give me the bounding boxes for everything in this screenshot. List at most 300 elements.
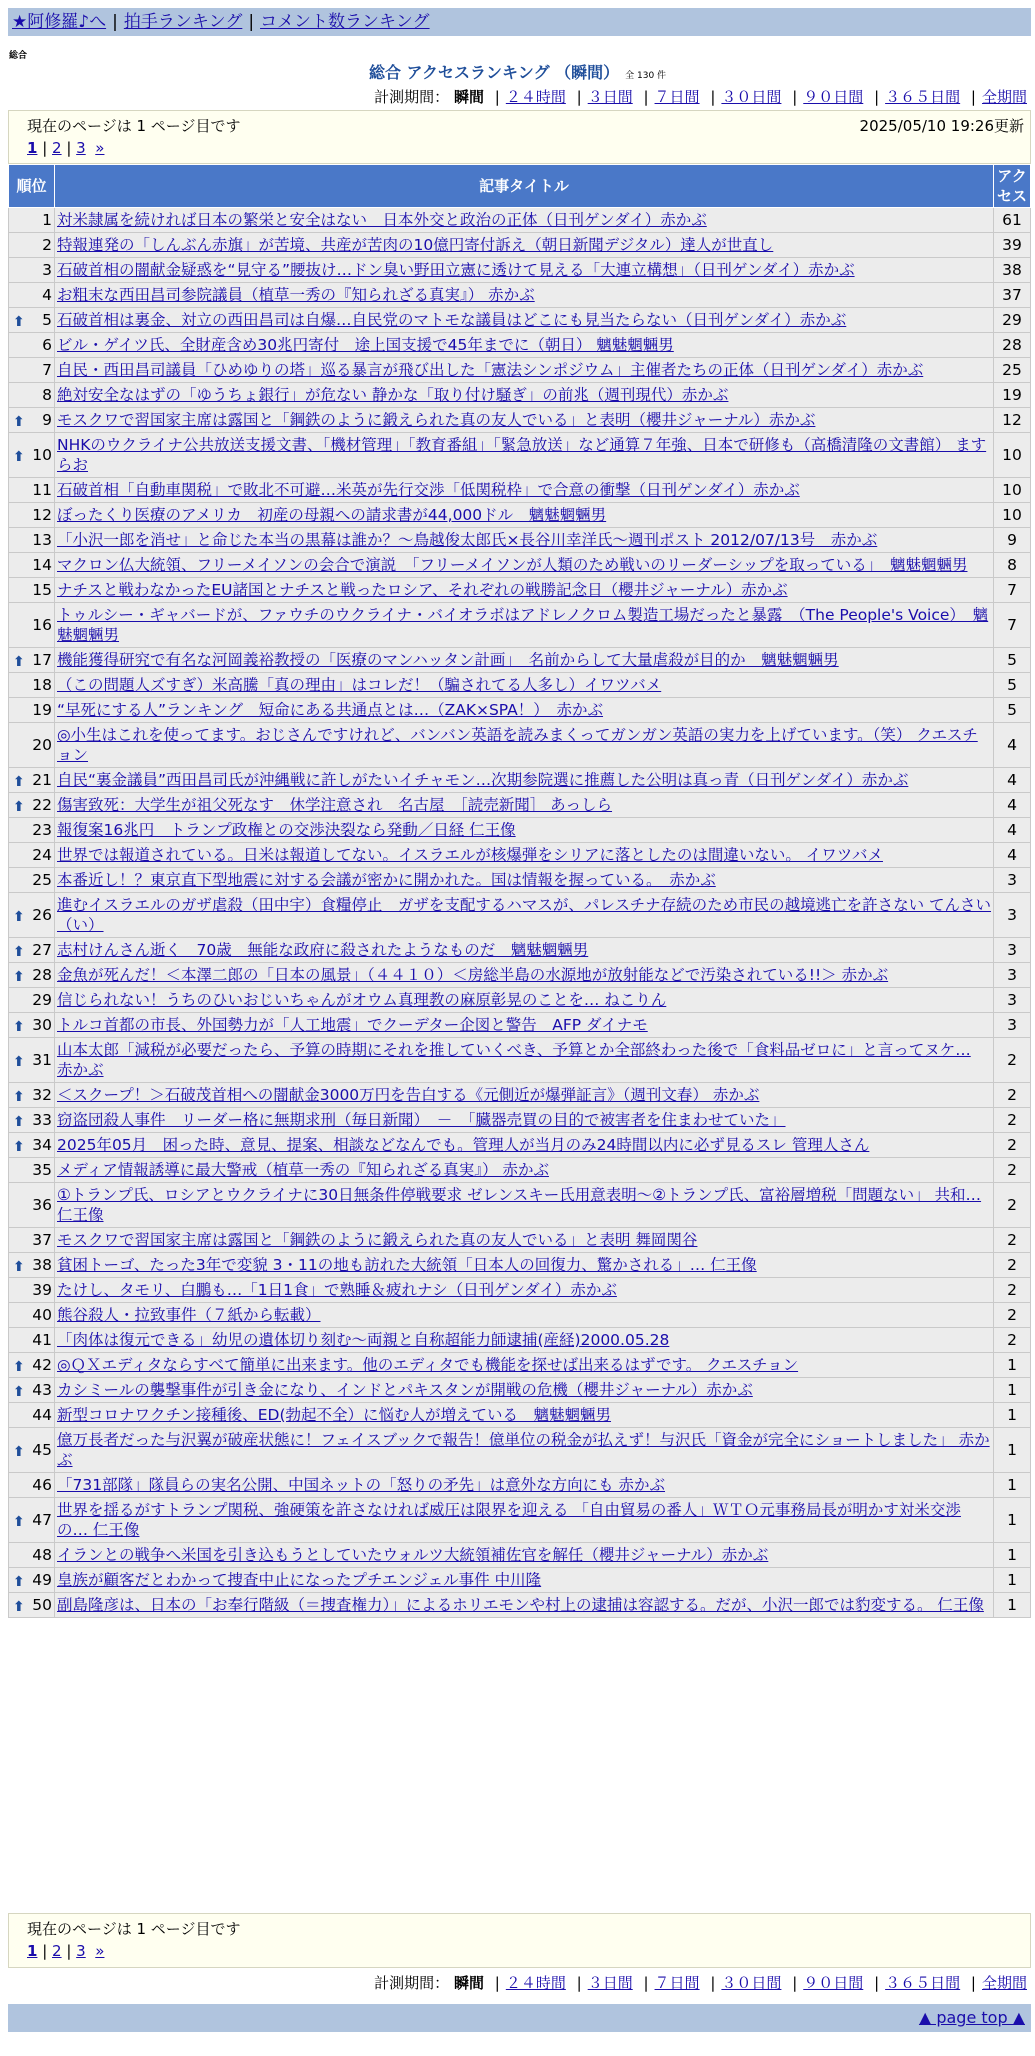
rank-number: 26 <box>32 906 52 924</box>
rank-cell <box>9 1083 55 1108</box>
rank-number: 18 <box>32 676 52 694</box>
nav-link-applause-ranking[interactable]: 拍手ランキング <box>123 12 243 32</box>
access-count: 7 <box>994 578 1031 603</box>
nav-separator: | <box>248 12 255 32</box>
rank-up-arrow-icon: ⬆ <box>13 1259 25 1275</box>
rank-cell <box>9 1158 55 1183</box>
access-count: 2 <box>994 1108 1031 1133</box>
rank-up-arrow-icon: ⬆ <box>13 1114 25 1130</box>
title-cell <box>55 723 994 768</box>
article-title-link[interactable]: お粗末な西田昌司参院議員（植草一秀の『知られざる真実』） 赤かぶ <box>57 286 535 304</box>
access-count: 2 <box>994 1083 1031 1108</box>
table-row <box>9 963 1031 988</box>
access-count: 2 <box>994 1228 1031 1253</box>
page-link-1[interactable]: 1 <box>27 139 38 157</box>
header-access: アクセス <box>994 165 1031 208</box>
rank-cell <box>9 1403 55 1428</box>
footer-bar <box>8 2004 1031 2032</box>
table-row <box>9 578 1031 603</box>
article-title-link[interactable]: 山本太郎「減税が必要だったら、予算の時期にそれを推していくべき、予算とか全部終わった後で「食料品ゼロに」と言ってヌケ… 赤かぶ <box>57 1041 971 1079</box>
table-row <box>9 208 1031 233</box>
rank-up-arrow-icon: ⬆ <box>13 414 25 430</box>
article-title-link[interactable]: “早死にする人”ランキング 短命にある共通点とは…（ZAK×SPA！） 赤かぶ <box>57 701 604 719</box>
rank-up-arrow-icon: ⬆ <box>13 944 25 960</box>
ranking-table <box>8 164 1031 1618</box>
table-row <box>9 603 1031 648</box>
title-cell <box>55 503 994 528</box>
access-count: 2 <box>994 1133 1031 1158</box>
title-cell <box>55 1278 994 1303</box>
page-link-2[interactable]: 2 <box>52 139 62 157</box>
rank-cell <box>9 1038 55 1083</box>
access-count: 3 <box>994 893 1031 938</box>
title-cell <box>55 1133 994 1158</box>
access-count: 4 <box>994 818 1031 843</box>
rank-number: 3 <box>42 261 52 279</box>
access-count: 1 <box>994 1428 1031 1473</box>
rank-number: 27 <box>32 941 52 959</box>
article-title-link[interactable]: 億万長者だった与沢翼が破産状態に！フェイスブックで報告！億単位の税金が払えず！与沢氏「資金が完全にショートしました」 赤かぶ <box>57 1431 990 1469</box>
rank-up-arrow-icon: ⬆ <box>13 1019 25 1035</box>
article-title-link[interactable]: 世界では報道されている。日米は報道してない。イスラエルが核爆弾をシリアに落としたのは間違いない。 イワツバメ <box>57 846 883 864</box>
rank-cell <box>9 868 55 893</box>
rank-cell <box>9 233 55 258</box>
article-title-link[interactable]: モスクワで習国家主席は露国と「鋼鉄のように鍛えられた真の友人でいる」と表明（櫻井ジャーナル）赤かぶ <box>57 411 816 429</box>
table-row <box>9 1228 1031 1253</box>
table-row <box>9 433 1031 478</box>
access-count: 1 <box>994 1568 1031 1593</box>
page-link-2-bottom[interactable]: 2 <box>52 1942 62 1960</box>
title-cell <box>55 578 994 603</box>
article-title-link[interactable]: 貧困トーゴ、たった3年で変貌 3・11の地も訪れた大統領「日本人の回復力、驚かされる」… 仁王像 <box>57 1256 757 1274</box>
title-cell <box>55 1498 994 1543</box>
article-title-link[interactable]: 報復案16兆円 トランプ政権との交渉決裂なら発動／日経 仁王像 <box>57 821 516 839</box>
title-cell <box>55 283 994 308</box>
rank-cell <box>9 1498 55 1543</box>
period-link-7d[interactable]: ７日間 <box>654 88 700 106</box>
rank-number: 5 <box>42 311 52 329</box>
rank-number: 35 <box>32 1161 52 1179</box>
rank-cell <box>9 938 55 963</box>
title-cell <box>55 1108 994 1133</box>
table-row <box>9 1253 1031 1278</box>
table-row <box>9 868 1031 893</box>
article-title-link[interactable]: 石破首相「自動車関税」で敗北不可避…米英が先行交渉「低関税枠」で合意の衝撃（日刊ゲンダイ）赤かぶ <box>57 481 800 499</box>
article-title-link[interactable]: 新型コロナワクチン接種後、ED(勃起不全）に悩む人が増えている 魑魅魍魎男 <box>57 1406 612 1424</box>
table-row <box>9 1428 1031 1473</box>
table-row <box>9 1133 1031 1158</box>
rank-cell <box>9 818 55 843</box>
rank-cell <box>9 988 55 1013</box>
rank-cell <box>9 1428 55 1473</box>
article-title-link[interactable]: ぼったくり医療のアメリカ 初産の母親への請求書が44,000ドル 魑魅魍魎男 <box>57 506 607 524</box>
access-count: 4 <box>994 768 1031 793</box>
article-title-link[interactable]: 石破首相は裏金、対立の西田昌司は自爆…自民党のマトモな議員はどこにも見当たらない（日刊ゲンダイ）赤かぶ <box>57 311 847 329</box>
nav-link-comment-ranking[interactable]: コメント数ランキング <box>260 12 430 32</box>
title-cell <box>55 383 994 408</box>
rank-number: 12 <box>32 506 52 524</box>
table-row <box>9 843 1031 868</box>
article-title-link[interactable]: 「肉体は復元できる」幼児の遺体切り刻む～両親と自称超能力師逮捕(産経)2000.05.28 <box>57 1331 670 1349</box>
page-link-3-bottom[interactable]: 3 <box>76 1942 86 1960</box>
table-row <box>9 1278 1031 1303</box>
title-cell <box>55 1183 994 1228</box>
rank-number: 28 <box>32 966 52 984</box>
article-title-link[interactable]: 皇族が顧客だとわかって捜査中止になったプチエンジェル事件 中川隆 <box>57 1571 542 1589</box>
article-title-link[interactable]: ◎ＱＸエディタならすべて簡単に出来ます。他のエディタでも機能を探せば出来るはずです。 クエスチョン <box>57 1356 799 1374</box>
rank-number: 17 <box>32 651 52 669</box>
total-count: 全 130 件 <box>625 71 667 81</box>
article-title-link[interactable]: イランとの戦争へ米国を引き込もうとしていたウォルツ大統領補佐官を解任（櫻井ジャーナル）赤かぶ <box>57 1546 769 1564</box>
period-label-bottom: 計測期間： <box>374 1974 450 1992</box>
rank-number: 34 <box>32 1136 52 1154</box>
title-cell <box>55 1378 994 1403</box>
rank-up-arrow-icon: ⬆ <box>13 1054 25 1070</box>
access-count: 2 <box>994 1278 1031 1303</box>
period-link-3d[interactable]: ３日間 <box>587 88 633 106</box>
page-link-next[interactable]: » <box>95 139 105 157</box>
rank-cell <box>9 1473 55 1498</box>
table-row <box>9 383 1031 408</box>
table-row <box>9 308 1031 333</box>
table-row <box>9 723 1031 768</box>
rank-number: 2 <box>42 236 52 254</box>
rank-cell <box>9 1303 55 1328</box>
rank-cell <box>9 578 55 603</box>
title-cell <box>55 433 994 478</box>
article-title-link[interactable]: （この問題人ズすぎ）米高騰「真の理由」はコレだ！（騙されてる人多し）イワツバメ <box>57 676 662 694</box>
table-row <box>9 553 1031 578</box>
pager-status: 現在のページは 1 ページ目です <box>27 117 241 135</box>
article-title-link[interactable]: 対米隷属を続ければ日本の繁栄と安全はない 日本外交と政治の正体（日刊ゲンダイ）赤かぶ <box>57 211 707 229</box>
rank-up-arrow-icon: ⬆ <box>13 1089 25 1105</box>
access-count: 1 <box>994 1473 1031 1498</box>
rank-cell <box>9 433 55 478</box>
table-row <box>9 1378 1031 1403</box>
nav-link-home[interactable]: ★阿修羅♪へ <box>12 12 107 32</box>
title-cell <box>55 1543 994 1568</box>
article-title-link[interactable]: 機能獲得研究で有名な河岡義裕教授の「医療のマンハッタン計画」 名前からして大量虐殺が目的か 魑魅魍魎男 <box>57 651 839 669</box>
access-count: 2 <box>994 1158 1031 1183</box>
title-cell <box>55 333 994 358</box>
article-title-link[interactable]: ①トランプ氏、ロシアとウクライナに30日無条件停戦要求 ゼレンスキー氏用意表明～②トランプ氏、富裕層増税「問題ない」 共和… 仁王像 <box>57 1186 982 1224</box>
table-row <box>9 648 1031 673</box>
access-count: 12 <box>994 408 1031 433</box>
title-cell <box>55 1083 994 1108</box>
period-label: 計測期間： <box>374 88 450 106</box>
period-link-365d-bottom[interactable]: ３６５日間 <box>885 1974 961 1992</box>
rank-number: 9 <box>42 411 52 429</box>
rank-cell <box>9 603 55 648</box>
table-row <box>9 793 1031 818</box>
article-title-link[interactable]: 「小沢一郎を消せ」と命じた本当の黒幕は誰か？～鳥越俊太郎氏×長谷川幸洋氏～週刊ポスト 2012/07/13号 赤かぶ <box>57 531 878 549</box>
table-row <box>9 988 1031 1013</box>
rank-number: 25 <box>32 871 52 889</box>
table-row <box>9 1013 1031 1038</box>
rank-number: 41 <box>32 1331 52 1349</box>
rank-cell <box>9 283 55 308</box>
access-count: 37 <box>994 283 1031 308</box>
article-title-link[interactable]: ビル・ゲイツ氏、全財産含め30兆円寄付 途上国支援で45年までに（朝日） 魑魅魍魎男 <box>57 336 674 354</box>
rank-cell <box>9 1568 55 1593</box>
table-row <box>9 1593 1031 1618</box>
article-title-link[interactable]: 石破首相の闇献金疑惑を“見守る”腰抜け…ドン臭い野田立憲に透けて見える「大連立構想」（日刊ゲンダイ）赤かぶ <box>57 261 855 279</box>
rank-number: 40 <box>32 1306 52 1324</box>
page-link-1-bottom[interactable]: 1 <box>27 1942 38 1960</box>
article-title-link[interactable]: 金魚が死んだ！＜本澤二郎の「日本の風景」（４４１０）＜房総半島の水源地が放射能などで汚染されている!!＞ 赤かぶ <box>57 966 889 984</box>
access-count: 5 <box>994 698 1031 723</box>
article-title-link[interactable]: マクロン仏大統領、フリーメイソンの会合で演説 「フリーメイソンが人類のため戦いのリーダーシップを取っている」 魑魅魍魎男 <box>57 556 968 574</box>
table-row <box>9 283 1031 308</box>
title-cell <box>55 208 994 233</box>
category-label: 総合 <box>9 51 28 61</box>
title-cell <box>55 1403 994 1428</box>
article-title-link[interactable]: トゥルシー・ギャバードが、ファウチのウクライナ・バイオラボはアドレノクロム製造工場だったと暴露 （The People's Voice） 魑魅魍魎男 <box>57 606 989 644</box>
rank-number: 8 <box>42 386 52 404</box>
title-cell <box>55 308 994 333</box>
access-count: 39 <box>994 233 1031 258</box>
rank-up-arrow-icon: ⬆ <box>13 1139 25 1155</box>
rank-up-arrow-icon: ⬆ <box>13 1599 25 1615</box>
rank-cell <box>9 698 55 723</box>
table-row <box>9 1108 1031 1133</box>
table-row <box>9 1328 1031 1353</box>
rank-up-arrow-icon: ⬆ <box>13 799 25 815</box>
article-title-link[interactable]: 窃盗団殺人事件 リーダー格に無期求刑（毎日新聞） － 「臓器売買の目的で被害者を住まわせていた」 <box>57 1111 786 1129</box>
title-cell <box>55 1158 994 1183</box>
table-row <box>9 1473 1031 1498</box>
rank-up-arrow-icon: ⬆ <box>13 314 25 330</box>
rank-up-arrow-icon: ⬆ <box>13 774 25 790</box>
title-cell <box>55 1568 994 1593</box>
table-row <box>9 818 1031 843</box>
table-row <box>9 408 1031 433</box>
article-title-link[interactable]: ◎小生はこれを使ってます。おじさんですけれど、バンバン英語を読みまくってガンガン英語の実力を上げています。（笑） クエスチョン <box>57 726 978 764</box>
access-count: 3 <box>994 963 1031 988</box>
title-cell <box>55 233 994 258</box>
title-cell <box>55 1013 994 1038</box>
period-link-all-bottom[interactable]: 全期間 <box>981 1974 1027 1992</box>
pager-links-bottom: 1 | 2 | 3 » <box>27 1942 105 1960</box>
pager-links: 1 | 2 | 3 » <box>27 139 105 157</box>
rank-cell <box>9 843 55 868</box>
title-cell <box>55 1473 994 1498</box>
title-cell <box>55 893 994 938</box>
period-link-7d-bottom[interactable]: ７日間 <box>654 1974 700 1992</box>
rank-number: 24 <box>32 846 52 864</box>
access-count: 2 <box>994 1183 1031 1228</box>
period-selector: 計測期間： 瞬間 | ２４時間 | ３日間 | ７日間 | ３０日間 | ９０日間 | ３６５日間 | 全期間 <box>374 88 1027 106</box>
access-count: 10 <box>994 503 1031 528</box>
title-cell <box>55 1038 994 1083</box>
title-cell <box>55 478 994 503</box>
rank-cell <box>9 1183 55 1228</box>
article-title-link[interactable]: 自民“裏金議員”西田昌司氏が沖縄戦に許しがたいイチャモン…次期参院選に推薦した公明は真っ青（日刊ゲンダイ）赤かぶ <box>57 771 909 789</box>
rank-cell <box>9 333 55 358</box>
rank-number: 7 <box>42 361 52 379</box>
table-header-row <box>9 165 1031 208</box>
article-title-link[interactable]: 「731部隊」隊員らの実名公開、中国ネットの「怒りの矛先」は意外な方向にも 赤かぶ <box>57 1476 666 1494</box>
article-title-link[interactable]: 進むイスラエルのガザ虐殺（田中宇）食糧停止 ガザを支配するハマスが、パレスチナ存続のため市民の越境逃亡を許さない てんさい（い） <box>57 896 992 934</box>
article-title-link[interactable]: カシミールの襲撃事件が引き金になり、インドとパキスタンが開戦の危機（櫻井ジャーナル）赤かぶ <box>57 1381 753 1399</box>
period-selector-bottom: 計測期間： 瞬間 | ２４時間 | ３日間 | ７日間 | ３０日間 | ９０日間 | ３６５日間 | 全期間 <box>374 1974 1027 1992</box>
rank-up-arrow-icon: ⬆ <box>13 1384 25 1400</box>
article-title-link[interactable]: メディア情報誘導に最大警戒（植草一秀の『知られざる真実』） 赤かぶ <box>57 1161 549 1179</box>
article-title-link[interactable]: 本番近し！？東京直下型地震に対する会議が密かに開かれた。国は情報を握っている。 赤かぶ <box>57 871 716 889</box>
article-title-link[interactable]: 自民・西田昌司議員「ひめゆりの塔」巡る暴言が飛び出した「憲法シンポジウム」主催者たちの正体（日刊ゲンダイ）赤かぶ <box>57 361 924 379</box>
rank-number: 33 <box>32 1111 52 1129</box>
access-count: 28 <box>994 333 1031 358</box>
period-link-all[interactable]: 全期間 <box>981 88 1027 106</box>
rank-number: 14 <box>32 556 52 574</box>
rank-number: 45 <box>32 1441 52 1459</box>
table-row <box>9 1498 1031 1543</box>
rank-number: 48 <box>32 1546 52 1564</box>
title-cell <box>55 358 994 383</box>
title-cell <box>55 258 994 283</box>
access-count: 10 <box>994 478 1031 503</box>
rank-number: 50 <box>32 1596 52 1614</box>
article-title-link[interactable]: 特報連発の「しんぶん赤旗」が苦境、共産が苦肉の10億円寄付訴え（朝日新聞デジタル）達人が世直し <box>57 236 774 254</box>
article-title-link[interactable]: 絶対安全なはずの「ゆうちょ銀行」が危ない 静かな「取り付け騒ぎ」の前兆（週刊現代）赤かぶ <box>57 386 729 404</box>
period-link-24h-bottom[interactable]: ２４時間 <box>505 1974 566 1992</box>
rank-cell <box>9 553 55 578</box>
rank-number: 10 <box>32 446 52 464</box>
period-link-365d[interactable]: ３６５日間 <box>885 88 961 106</box>
rank-up-arrow-icon: ⬆ <box>13 1444 25 1460</box>
table-row <box>9 503 1031 528</box>
rank-number: 15 <box>32 581 52 599</box>
rank-cell <box>9 1228 55 1253</box>
table-row <box>9 1353 1031 1378</box>
rank-cell <box>9 1108 55 1133</box>
rank-up-arrow-icon: ⬆ <box>13 449 25 465</box>
rank-number: 11 <box>32 481 52 499</box>
article-title-link[interactable]: たけし、タモリ、白鵬も…「1日1食」で熟睡＆疲れナシ（日刊ゲンダイ）赤かぶ <box>57 1281 617 1299</box>
rank-cell <box>9 793 55 818</box>
access-count: 1 <box>994 1593 1031 1618</box>
title-cell <box>55 528 994 553</box>
access-count: 25 <box>994 358 1031 383</box>
title-cell <box>55 963 994 988</box>
article-title-link[interactable]: 傷害致死：大学生が祖父死なす 休学注意され 名古屋 ［読売新聞］ あっしら <box>57 796 613 814</box>
table-row <box>9 768 1031 793</box>
title-cell <box>55 1253 994 1278</box>
table-row <box>9 938 1031 963</box>
article-title-link[interactable]: 志村けんさん逝く 70歳 無能な政府に殺されたようなものだ 魑魅魍魎男 <box>57 941 589 959</box>
period-link-30d[interactable]: ３０日間 <box>721 88 782 106</box>
rank-cell <box>9 1133 55 1158</box>
table-row <box>9 333 1031 358</box>
access-count: 10 <box>994 433 1031 478</box>
rank-cell <box>9 673 55 698</box>
article-title-link[interactable]: ＜スクープ！＞石破茂首相への闇献金3000万円を告白する《元側近が爆弾証言》（週刊文春） 赤かぶ <box>57 1086 760 1104</box>
article-title-link[interactable]: 世界を揺るがすトランプ関税、強硬策を許さなければ威圧は限界を迎える 「自由貿易の番人」ＷＴＯ元事務局長が明かす対米交渉の… 仁王像 <box>57 1501 961 1539</box>
table-row <box>9 1158 1031 1183</box>
access-count: 3 <box>994 868 1031 893</box>
period-link-30d-bottom[interactable]: ３０日間 <box>721 1974 782 1992</box>
rank-number: 30 <box>32 1016 52 1034</box>
access-count: 3 <box>994 988 1031 1013</box>
title-cell <box>55 938 994 963</box>
article-title-link[interactable]: ナチスと戦わなかったEU諸国とナチスと戦ったロシア、それぞれの戦勝記念日（櫻井ジャーナル）赤かぶ <box>57 581 788 599</box>
rank-cell <box>9 383 55 408</box>
nav-separator: | <box>112 12 118 32</box>
rank-number: 37 <box>32 1231 52 1249</box>
rank-cell <box>9 648 55 673</box>
title-cell <box>55 648 994 673</box>
article-title-link[interactable]: 信じられない！うちのひいおじいちゃんがオウム真理教の麻原彰晃のことを… ねこりん <box>57 991 667 1009</box>
title-cell <box>55 988 994 1013</box>
title-cell <box>55 1303 994 1328</box>
rank-number: 22 <box>32 796 52 814</box>
title-cell <box>55 868 994 893</box>
period-link-24h[interactable]: ２４時間 <box>505 88 566 106</box>
access-count: 5 <box>994 673 1031 698</box>
title-cell <box>55 1428 994 1473</box>
article-title-link[interactable]: 副島隆彦は、日本の「お奉行階級（＝捜査権力）」によるホリエモンや村上の逮捕は容認する。だが、小沢一郎では豹変する。 仁王像 <box>57 1596 984 1614</box>
access-count: 2 <box>994 1038 1031 1083</box>
access-count: 4 <box>994 723 1031 768</box>
table-row <box>9 1038 1031 1083</box>
rank-number: 6 <box>42 336 52 354</box>
table-row <box>9 258 1031 283</box>
access-count: 2 <box>994 1253 1031 1278</box>
article-title-link[interactable]: トルコ首都の市長、外国勢力が「人工地震」でクーデター企図と警告 AFP ダイナモ <box>57 1016 648 1034</box>
table-row <box>9 528 1031 553</box>
title-cell <box>55 1228 994 1253</box>
rank-up-arrow-icon: ⬆ <box>13 969 25 985</box>
article-title-link[interactable]: 熊谷殺人・拉致事件（７紙から転載） <box>57 1306 321 1324</box>
rank-cell <box>9 1328 55 1353</box>
access-count: 3 <box>994 1013 1031 1038</box>
table-row <box>9 673 1031 698</box>
page-link-next-bottom[interactable]: » <box>95 1942 105 1960</box>
access-count: 38 <box>994 258 1031 283</box>
article-title-link[interactable]: NHKのウクライナ公共放送支援文書、「機材管理」「教育番組」「緊急放送」など通算７年強、日本で研修も（高橋清隆の文書館） ますらお <box>57 436 987 474</box>
period-link-90d-bottom[interactable]: ９０日間 <box>803 1974 864 1992</box>
article-title-link[interactable]: 2025年05月 困った時、意見、提案、相談などなんでも。管理人が当月のみ24時間以内に必ず見るスレ 管理人さん <box>57 1136 870 1154</box>
table-row <box>9 698 1031 723</box>
table-row <box>9 358 1031 383</box>
period-link-3d-bottom[interactable]: ３日間 <box>587 1974 633 1992</box>
table-row <box>9 1543 1031 1568</box>
rank-number: 23 <box>32 821 52 839</box>
rank-number: 19 <box>32 701 52 719</box>
rank-number: 32 <box>32 1086 52 1104</box>
rank-cell <box>9 208 55 233</box>
rank-number: 47 <box>32 1511 52 1529</box>
page-link-3[interactable]: 3 <box>76 139 86 157</box>
rank-up-arrow-icon: ⬆ <box>13 1574 25 1590</box>
pager-top <box>8 110 1031 164</box>
article-title-link[interactable]: モスクワで習国家主席は露国と「鋼鉄のように鍛えられた真の友人でいる」と表明 舞岡関谷 <box>57 1231 698 1249</box>
period-current-bottom: 瞬間 <box>453 1974 484 1992</box>
page-top-link[interactable]: ▲ page top ▲ <box>918 2008 1025 2027</box>
pager-bottom <box>8 1913 1031 1968</box>
period-link-90d[interactable]: ９０日間 <box>803 88 864 106</box>
title-cell <box>55 793 994 818</box>
rank-cell <box>9 503 55 528</box>
rank-cell <box>9 408 55 433</box>
access-count: 4 <box>994 793 1031 818</box>
rank-cell <box>9 768 55 793</box>
rank-cell <box>9 1013 55 1038</box>
pager-status-bottom: 現在のページは 1 ページ目です <box>27 1920 241 1938</box>
access-count: 7 <box>994 603 1031 648</box>
rank-number: 43 <box>32 1381 52 1399</box>
rank-cell <box>9 893 55 938</box>
